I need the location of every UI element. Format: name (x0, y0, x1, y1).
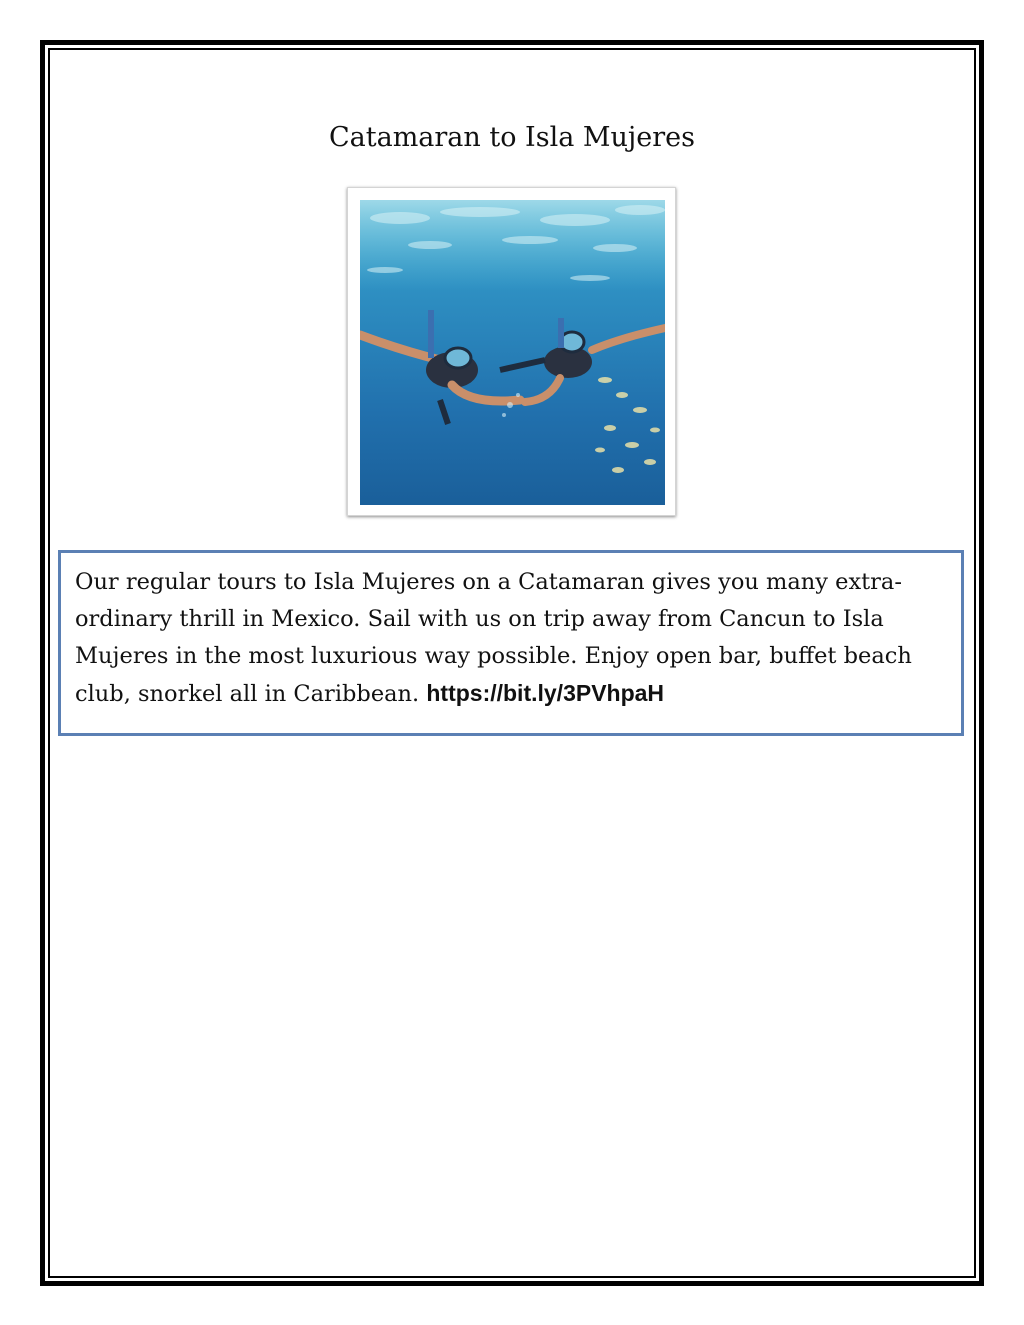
description-box (58, 550, 964, 736)
snorkelers-photo (360, 200, 665, 505)
snorkelers-underwater-icon (360, 200, 665, 505)
page-title: Catamaran to Isla Mujeres (328, 122, 696, 153)
photo-frame (347, 187, 676, 516)
tour-link[interactable]: https://bit.ly/3PVhpaH (426, 680, 665, 706)
description-paragraph (75, 564, 947, 713)
description-text: Our regular tours to Isla Mujeres on a Catamaran gives you many extra-ordinary thrill in Mexico. Sail with us on trip away from Cancun to Isla Mujeres in the most luxurious way possible. Enjoy open bar, buffet beach club, snorkel all in Caribbean. (75, 569, 912, 707)
